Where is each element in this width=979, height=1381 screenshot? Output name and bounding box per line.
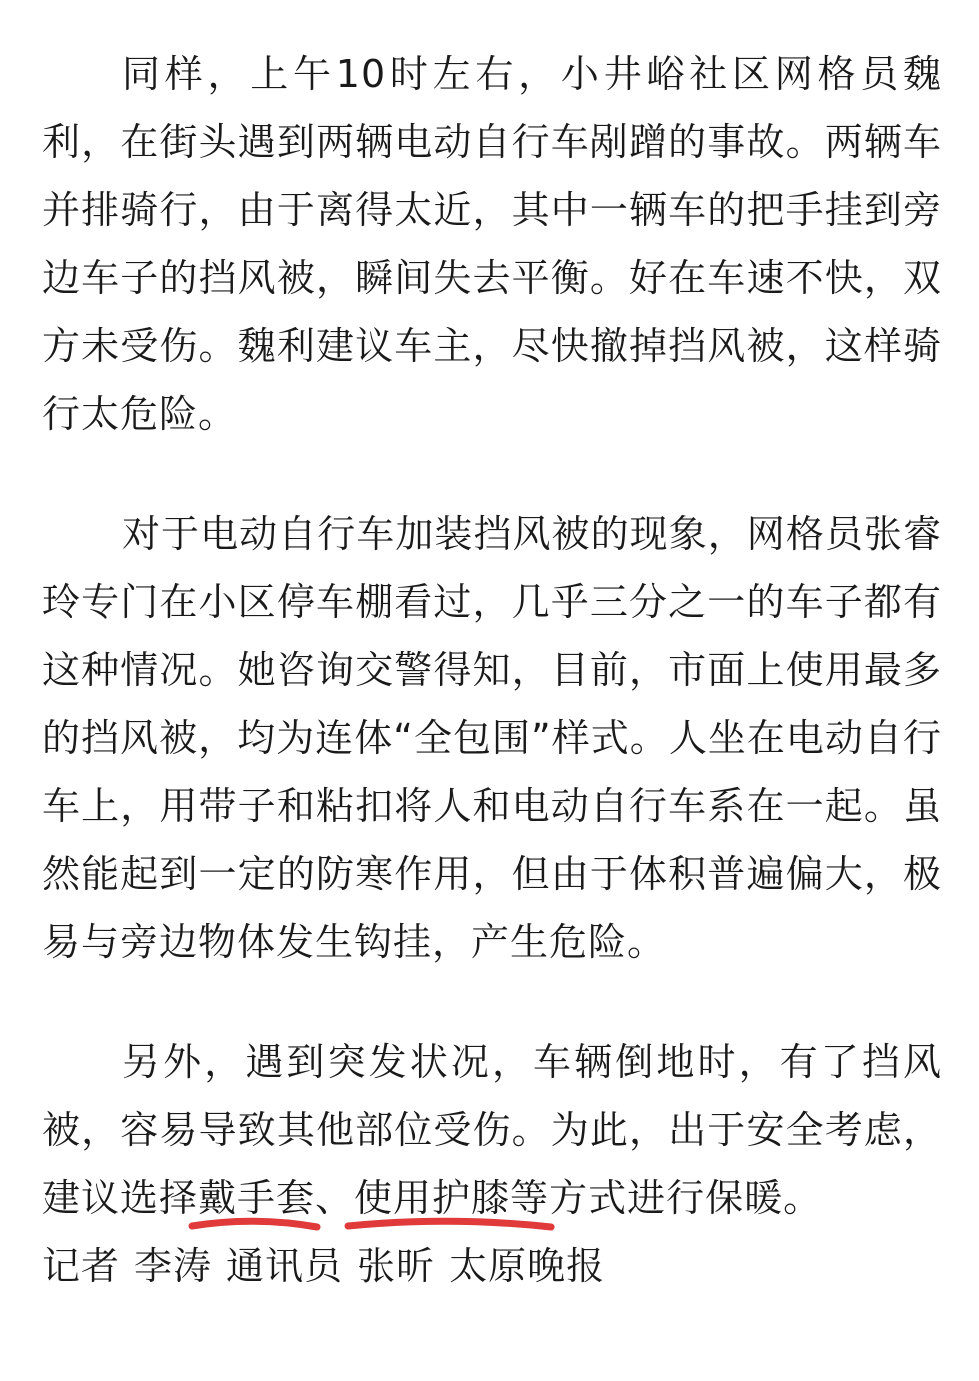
highlighted-gloves: 戴手套 [198,1176,316,1220]
paragraph-3 [42,1028,942,1232]
newspaper-source: 太原晚报 [449,1244,606,1288]
paragraph-2: 对于电动自行车加装挡风被的现象，网格员张睿玲专门在小区停车棚看过，几乎三分之一的车子都有这种情况。她咨询交警得知，目前，市面上使用最多的挡风被，均为连体“全包围”样式。人坐在电动自行车上，用带子和粘扣将人和电动自行车系在一起。虽然能起到一定的防寒作用，但由于体积普遍偏大，极易与旁边物体发生钩挂，产生危险。 [42,512,942,964]
correspondent-name: 张昕 [357,1244,436,1288]
correspondent-label: 通讯员 [226,1244,344,1288]
paragraph-3-text-end: 方式进行保暖。 [549,1176,823,1220]
paragraph-3-comma: 、 [315,1176,355,1220]
highlighted-kneepads: 使用护膝等 [354,1176,550,1220]
paragraph-3-text-start: 另外，遇到突发状况，车辆倒地时，有了挡风被，容易导致其他部位受伤。为此，出于安全考虑，建议选择 [42,1040,942,1220]
article-body [42,40,942,1300]
reporter-label: 记者 [42,1244,121,1288]
reporter-name: 李涛 [134,1244,213,1288]
paragraph-1: 同样，上午10时左右，小井峪社区网格员魏利，在街头遇到两辆电动自行车剐蹭的事故。两辆车并排骑行，由于离得太近，其中一辆车的把手挂到旁边车子的挡风被，瞬间失去平衡。好在车速不快，双方未受伤。魏利建议车主，尽快撤掉挡风被，这样骑行太危险。 [42,52,942,436]
byline [42,1232,942,1300]
